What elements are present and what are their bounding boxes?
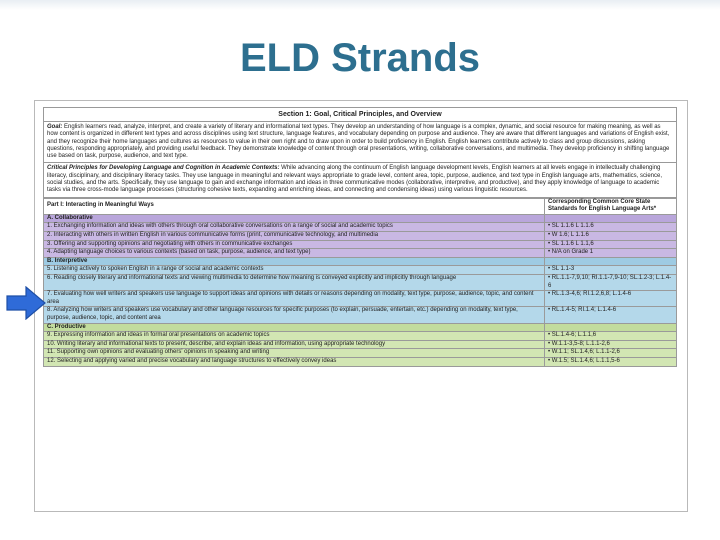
row-text: 8. Analyzing how writers and speakers use vocabulary and other language resources for specific purposes (to explain, persuade, entertain, etc.) depending on modality, text type, purpose, audience, topic, and content area <box>44 307 545 323</box>
document-content <box>43 107 677 367</box>
row-text: 6. Reading closely literary and informational texts and viewing multimedia to determine how meaning is conveyed explicitly and implicitly through language <box>44 275 545 291</box>
row-standards: • SL 1.1.6 L 1.1.6 <box>545 223 677 232</box>
row-text: 4. Adapting language choices to various contexts (based on task, purpose, audience, and text type) <box>44 249 545 258</box>
top-band <box>0 0 720 10</box>
principles-box <box>43 163 677 197</box>
arrow-right-icon <box>6 286 46 320</box>
row-standards: • SL 1.1-3 <box>545 266 677 275</box>
row-text: 7. Evaluating how well writers and speakers use language to support ideas and opinions with details or reasons depending on modality, text type, purpose, audience, topic, and content area <box>44 291 545 307</box>
table-row <box>44 249 677 258</box>
table-row <box>44 349 677 358</box>
section-title: Section 1: Goal, Critical Principles, and Overview <box>43 107 677 121</box>
table-row <box>44 240 677 249</box>
row-standards: • W.1.1; SL.1.4,6; L.1.1-2,6 <box>545 349 677 358</box>
standards-table <box>43 198 677 367</box>
table-row <box>44 340 677 349</box>
row-text: 10. Writing literary and informational texts to present, describe, and explain ideas and information, using appropriate technology <box>44 340 545 349</box>
goal-box <box>43 121 677 163</box>
section-heading-interpretive <box>44 257 677 266</box>
row-text: 9. Expressing information and ideas in formal oral presentations on academic topics <box>44 332 545 341</box>
row-standards: • N/A on Grade 1 <box>545 249 677 258</box>
row-standards: • W.1.5; SL.1.4,6; L.1.1,5-6 <box>545 357 677 366</box>
table-row <box>44 275 677 291</box>
goal-label: Goal: <box>47 124 63 130</box>
section-heading-text: A. Collaborative <box>44 214 545 223</box>
row-standards: • SL.1.4-6; L.1.1,6 <box>545 332 677 341</box>
document-image <box>34 100 688 512</box>
section-heading-text: B. Interpretive <box>44 257 545 266</box>
table-row <box>44 332 677 341</box>
row-text: 1. Exchanging information and ideas with others through oral collaborative conversations on a range of social and academic topics <box>44 223 545 232</box>
table-row <box>44 357 677 366</box>
row-standards: • W.1.1-3,5-8; L.1.1-2,6 <box>545 340 677 349</box>
row-standards: • RL.1.3-4,6; RI.1.2,6,8; L.1.4-6 <box>545 291 677 307</box>
standards-header: Corresponding Common Core State Standards for English Language Arts* <box>548 198 657 213</box>
principles-text: While advancing along the continuum of English language development levels, English learners at all levels engage in intellectually challenging literacy, disciplinary, and disciplinary literacy tasks. They use language in meaningful and relevant ways appropriate to grade level, content area, topic, purpose, audience, and text type in English language arts, mathematics, science, social studies, and the arts. Specifically, they use language to gain and exchange information and ideas in three communicative modes (collaborative, interpretive, and productive), and they apply knowledge of language to academic tasks via three cross-mode language processes (structuring cohesive texts, expanding and enriching ideas, and connecting and condensing ideas) using various linguistic resources. <box>47 165 663 194</box>
goal-text: English learners read, analyze, interpret, and create a variety of literary and informational text types. They develop an understanding of how language is a complex, dynamic, and social resource for making meaning, as well as how content is organized in different text types and across disciplines using text structure, language features, and vocabulary depending on purpose and audience. They are aware that different languages and variations of English exist, and they recognize their home languages and cultures as resources to value in their own right and to draw upon in order to build proficiency in English. English learners contribute actively to class and group discussions, asking questions, responding appropriately, and providing useful feedback. They demonstrate knowledge of content through oral presentations, writing, collaborative conversations, and multimedia. They develop proficiency in shifting language use based on task, purpose, audience, and text type. <box>47 124 670 160</box>
row-text: 3. Offering and supporting opinions and negotiating with others in communicative exchanges <box>44 240 545 249</box>
row-text: 11. Supporting own opinions and evaluating others' opinions in speaking and writing <box>44 349 545 358</box>
row-standards: • SL 1.1.6 L 1.1,6 <box>545 240 677 249</box>
table-row <box>44 223 677 232</box>
row-text: 12. Selecting and applying varied and precise vocabulary and language structures to effectively convey ideas <box>44 357 545 366</box>
row-text: 2. Interacting with others in written English in various communicative forms (print, communicative technology, and multimedia <box>44 232 545 241</box>
part-title: Part I: Interacting in Meaningful Ways <box>47 201 154 208</box>
section-heading-collaborative <box>44 214 677 223</box>
table-row <box>44 266 677 275</box>
slide-title: ELD Strands <box>239 36 481 80</box>
section-heading-text: C. Productive <box>44 323 545 332</box>
section-heading-productive <box>44 323 677 332</box>
principles-label: Critical Principles for Developing Language and Cognition in Academic Contexts: <box>47 165 280 172</box>
row-standards: • RL.1.1-7,9,10; RI.1.1-7,9-10; SL.1.2-3; L.1.4-6 <box>545 275 677 291</box>
table-header-row <box>44 198 677 214</box>
table-row <box>44 307 677 323</box>
row-standards: • W 1.6; L 1.1.6 <box>545 232 677 241</box>
table-row <box>44 232 677 241</box>
table-row <box>44 291 677 307</box>
row-text: 5. Listening actively to spoken English in a range of social and academic contexts <box>44 266 545 275</box>
row-standards: • RL.1.4-5; RI.1.4; L.1.4-6 <box>545 307 677 323</box>
